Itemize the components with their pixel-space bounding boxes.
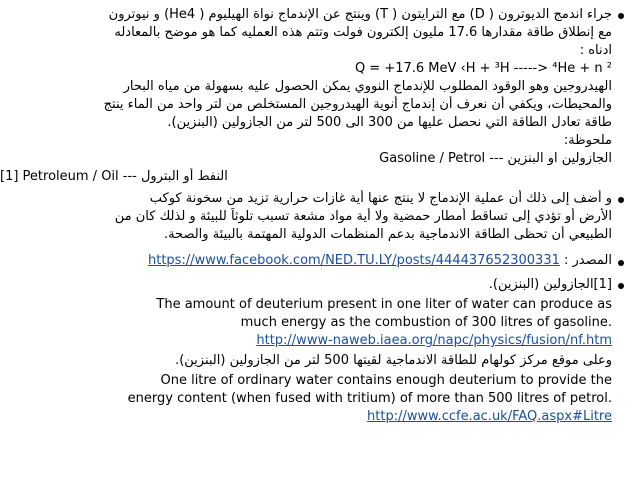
bullet-marker	[618, 197, 624, 203]
equation-line: Q = +17.6 MeV ‹H + ³H -----> ⁴He + n ²	[354, 61, 612, 76]
reference-arabic-line: وعلى موقع مركز كولهام للطاقة الاندماجية لقيتها 500 لتر من الجازولين (البنزين).	[175, 353, 612, 368]
paragraph-line: الأرض أو تؤدي إلى تساقط أمطار حمضية ولا أية مواد مشعة تسبب تلوثاً للبيئة و لذلك كان من	[114, 209, 612, 224]
paragraph-line: جراء اندمج الديوترون ( D) مع الترايتون ( T) وينتج عن الإندماج نواة الهيليوم ( He4) و نيوترون	[108, 7, 612, 22]
reference-line: [1]الجازولين (البنزين).	[488, 277, 612, 292]
reference-text: energy content (when fused with tritium) of more than 500 litres of petrol.	[127, 391, 612, 406]
paragraph-line: و أضف إلى ذلك أن عملية الإندماج لا ينتج عنها أية غازات حرارية تزيد من سخونة كوكب	[149, 191, 612, 206]
paragraph-line: الهيدروجين وهو الوقود المطلوب للإندماج النووي يمكن الحصول عليه بسهولة من مياه البحار	[123, 79, 612, 94]
paragraph-line: مع إنطلاق طاقة مقدارها 17.6 مليون إلكترون فولت وتتم هذه العمليه كما هو موضح بالمعادله	[114, 25, 612, 40]
gasoline-note: الجازولين او البنزين --- Gasoline / Petrol	[379, 151, 612, 166]
paragraph-line: والمحيطات، ويكفي أن نعرف أن إندماج أنوية الهيدروجين المستخلص من لتر واحد من الماء ينتج	[103, 97, 612, 112]
paragraph-line: طاقة تعادل الطاقة التي نحصل عليها من 300 الى 500 لتر من الجازولين (البنزين).	[167, 115, 612, 130]
note-heading: ملحوظة:	[563, 133, 612, 148]
paragraph-line: الطبيعي أن تحظى الطاقة الاندماجية بدعم المنظمات الدولية المهتمة بالبيئة والصحة.	[163, 227, 612, 242]
reference-text: much energy as the combustion of 300 litres of gasoline.	[240, 315, 612, 330]
reference-link-line	[0, 408, 612, 426]
paragraph-line: ادناه :	[579, 43, 612, 58]
bullet-marker	[618, 13, 624, 19]
iaea-link[interactable]: http://www-naweb.iaea.org/napc/physics/fusion/nf.htm	[256, 333, 612, 348]
source-label: المصدر :	[564, 253, 612, 268]
source-line	[0, 252, 612, 270]
bullet-marker	[618, 283, 624, 289]
reference-link-line	[0, 332, 612, 350]
bullet-marker	[618, 260, 624, 266]
reference-text: One litre of ordinary water contains enough deuterium to provide the	[160, 373, 612, 388]
petroleum-note: [1] Petroleum / Oil --- النفط أو البترول	[0, 169, 228, 184]
reference-text: The amount of deuterium present in one liter of water can produce as	[156, 297, 612, 312]
source-link-facebook[interactable]: https://www.facebook.com/NED.TU.LY/posts/444437652300331	[147, 253, 560, 268]
ccfe-link[interactable]: http://www.ccfe.ac.uk/FAQ.aspx#Litre	[367, 409, 612, 424]
